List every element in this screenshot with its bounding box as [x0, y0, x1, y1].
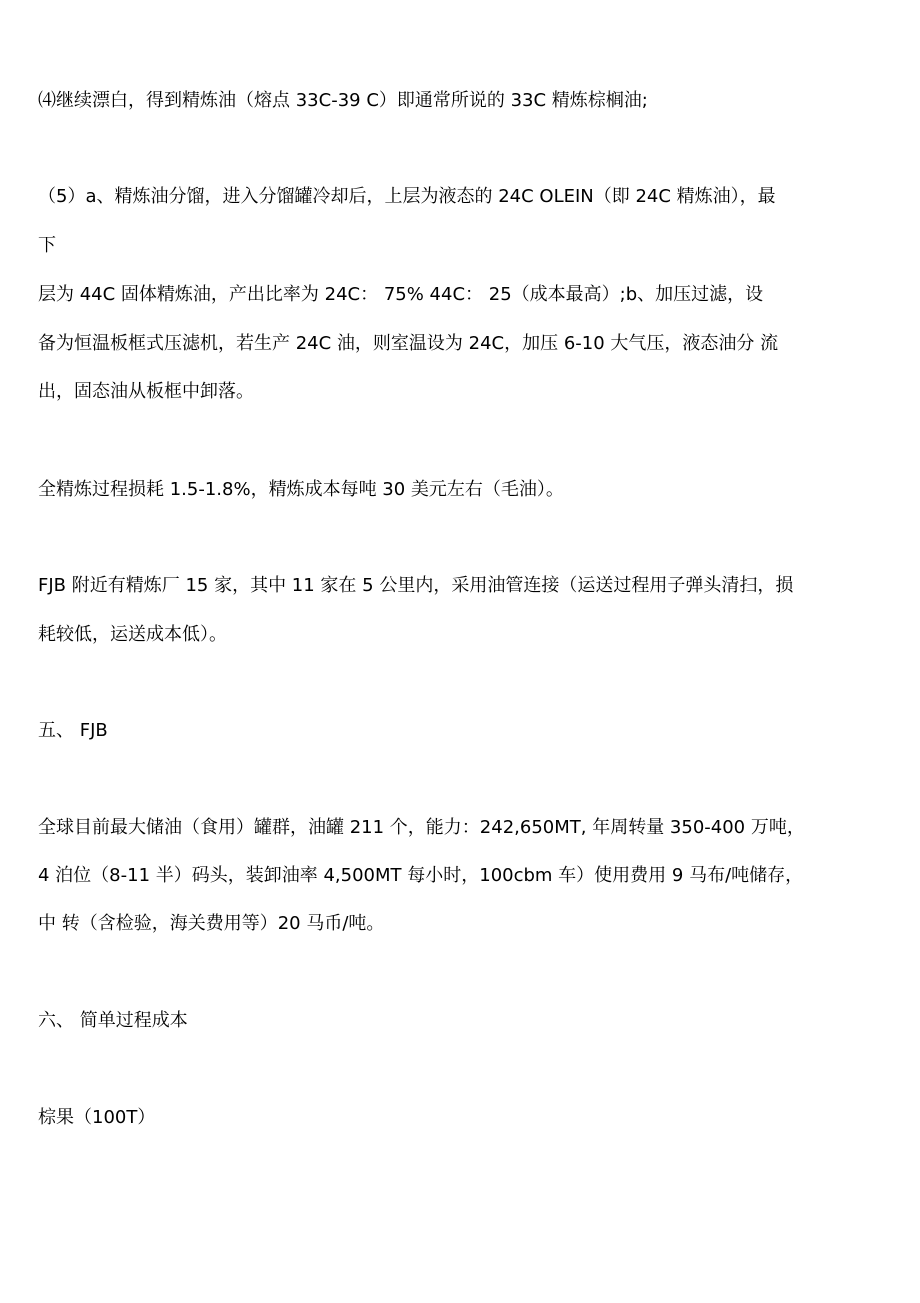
- storage-line-3: 中 转（含检验，海关费用等）20 马币/吨。: [38, 913, 385, 934]
- section-5-heading: 五、 FJB: [38, 720, 108, 741]
- paragraph-5-line-4: 备为恒温板框式压滤机，若生产 24C 油，则室温设为 24C，加压 6-10 大气压，液态油分 流: [38, 333, 779, 354]
- storage-line-2: 4 泊位（8-11 半）码头，装卸油率 4,500MT 每小时，100cbm 车）使用费用 9 马布/吨储存，: [38, 865, 804, 886]
- paragraph-5-line-2: 下: [38, 235, 56, 256]
- paragraph-5-line-1: （5）a、精炼油分馏，进入分馏罐冷却后，上层为液态的 24C OLEIN（即 24C 精炼油），最: [38, 186, 776, 207]
- paragraph-5-line-5: 出，固态油从板框中卸落。: [38, 381, 254, 402]
- palm-fruit-line: 棕果（100T）: [38, 1107, 156, 1128]
- paragraph-5-line-3: 层为 44C 固体精炼油，产出比率为 24C： 75% 44C： 25（成本最高）;b、加压过滤，设: [38, 284, 764, 305]
- fjb-refinery-line-2: 耗较低，运送成本低）。: [38, 624, 227, 645]
- fjb-refinery-line-1: FJB 附近有精炼厂 15 家，其中 11 家在 5 公里内，采用油管连接（运送过程用子弹头清扫，损: [38, 575, 794, 596]
- loss-paragraph: 全精炼过程损耗 1.5-1.8%，精炼成本每吨 30 美元左右（毛油）。: [38, 479, 564, 500]
- storage-line-1: 全球目前最大储油（食用）罐群，油罐 211 个，能力：242,650MT, 年周转量 350-400 万吨，: [38, 817, 805, 838]
- paragraph-4-line-1: ⑷继续漂白，得到精炼油（熔点 33C-39 C）即通常所说的 33C 精炼棕榈油;: [38, 90, 648, 111]
- section-6-heading: 六、 简单过程成本: [38, 1010, 188, 1031]
